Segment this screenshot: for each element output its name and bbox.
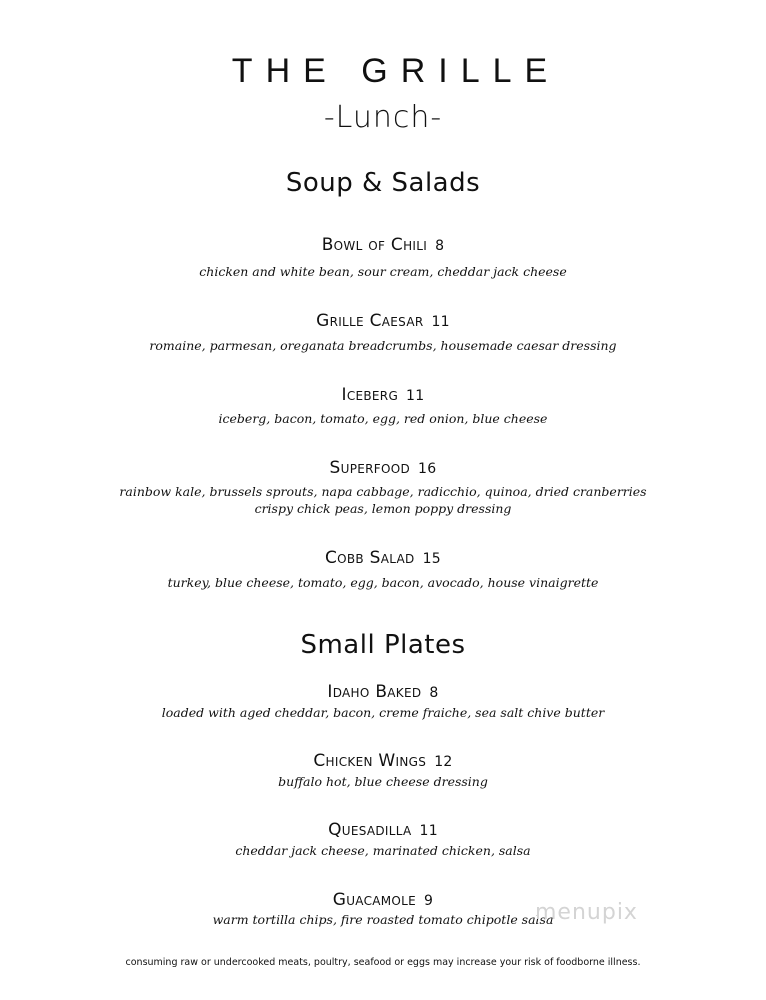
menu-item-description: loaded with aged cheddar, bacon, creme fraiche, sea salt chive butter	[161, 705, 605, 720]
menu-item-description: chicken and white bean, sour cream, cheddar jack cheese	[199, 264, 567, 279]
item-name-text: Chicken Wings	[313, 751, 427, 771]
item-name-text: Grille Caesar	[316, 311, 424, 331]
item-price: 11	[419, 823, 438, 839]
menu-item-name	[0, 682, 766, 702]
menu-item-name	[0, 890, 766, 910]
menu-subtitle: -Lunch-	[323, 100, 443, 135]
item-price: 8	[429, 685, 439, 701]
menu-item-name	[0, 820, 766, 840]
item-price: 12	[434, 754, 453, 770]
menu-item-name	[0, 311, 766, 331]
item-price: 11	[406, 388, 425, 404]
section-title-small-plates: Small Plates	[300, 630, 466, 660]
menu-item-description: rainbow kale, brussels sprouts, napa cabbage, radicchio, quinoa, dried cranberries	[119, 484, 647, 499]
item-price: 15	[422, 551, 442, 567]
menu-item-name	[0, 548, 766, 568]
menu-item-description: cheddar jack cheese, marinated chicken, salsa	[235, 843, 531, 858]
restaurant-title: THE GRILLE	[231, 52, 561, 90]
item-price: 11	[431, 314, 450, 330]
item-name-text: Idaho Baked	[327, 682, 422, 702]
section-title-soup-salads: Soup & Salads	[285, 168, 481, 198]
menu-item-name	[0, 458, 766, 478]
menu-item-description: iceberg, bacon, tomato, egg, red onion, blue cheese	[218, 411, 548, 426]
item-name-text: Superfood	[329, 458, 411, 478]
item-name-text: Cobb Salad	[324, 548, 415, 568]
menu-item-description: romaine, parmesan, oreganata breadcrumbs, housemade caesar dressing	[149, 338, 617, 353]
menu-item-name	[0, 235, 766, 255]
menu-item-name	[0, 385, 766, 405]
menu-item-description: turkey, blue cheese, tomato, egg, bacon, avocado, house vinaigrette	[167, 575, 599, 590]
item-name-text: Quesadilla	[328, 820, 412, 840]
item-price: 9	[424, 893, 434, 909]
food-safety-disclaimer: consuming raw or undercooked meats, poultry, seafood or eggs may increase your risk of foodborne illness.	[125, 957, 641, 968]
menu-item-description-line2: crispy chick peas, lemon poppy dressing	[254, 501, 512, 516]
item-name-text: Bowl of Chili	[321, 235, 428, 255]
menu-item-description: warm tortilla chips, fire roasted tomato chipotle salsa	[212, 912, 554, 927]
menu-item-description: buffalo hot, blue cheese dressing	[278, 774, 488, 789]
item-price: 16	[418, 461, 437, 477]
item-name-text: Guacamole	[332, 890, 417, 910]
item-name-text: Iceberg	[341, 385, 399, 405]
watermark-logo: menupix	[535, 900, 638, 925]
menu-item-name	[0, 751, 766, 771]
item-price: 8	[435, 238, 445, 254]
